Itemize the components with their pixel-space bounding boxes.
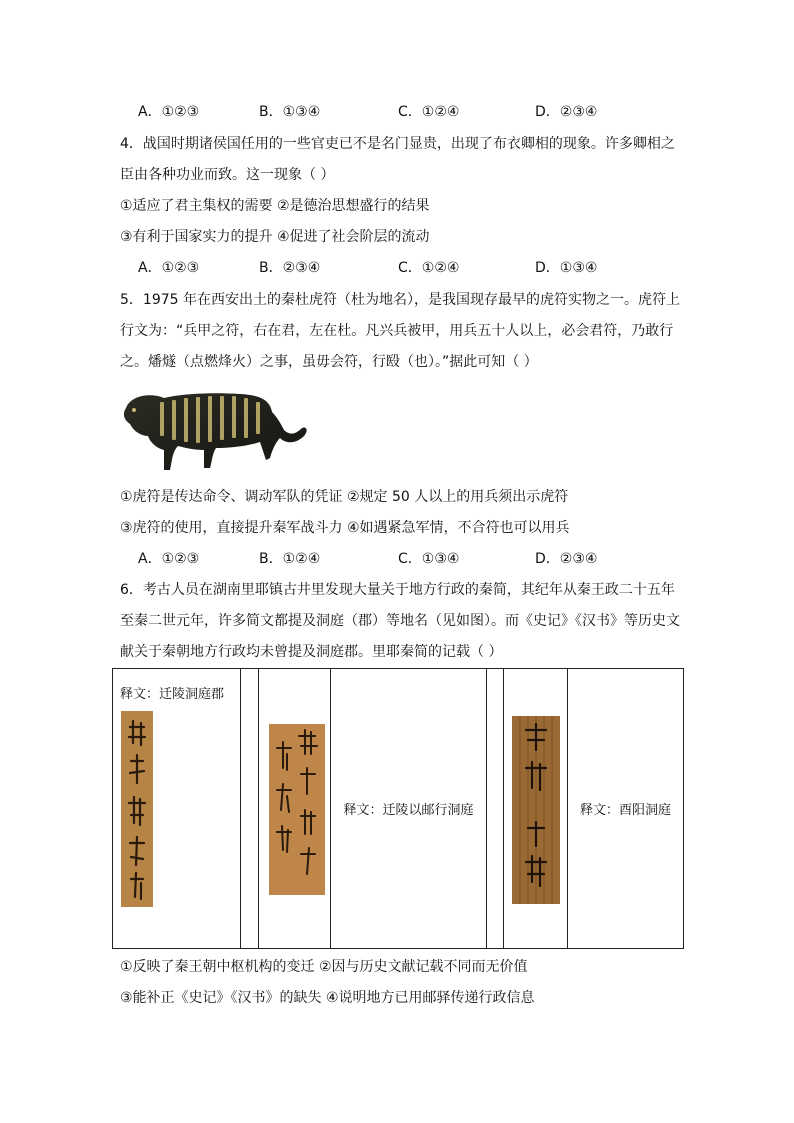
q4-option-c: C．①②④ — [398, 260, 460, 276]
bamboo-slip-image-2 — [269, 724, 325, 895]
q5-stem-line-1: 5．1975 年在西安出土的秦杜虎符（杜为地名），是我国现存最早的虎符实物之一。虎符上 — [120, 292, 680, 308]
q4-options — [138, 258, 698, 278]
q5-stem-line-3: 之。燔燧（点燃烽火）之事，虽毋会符，行殹（也）。”据此可知（ ） — [120, 354, 538, 370]
tiger-tally-image — [120, 380, 310, 476]
q5-option-c: C．①③④ — [398, 551, 460, 567]
q3-option-d: D．②③④ — [535, 104, 598, 120]
q5-option-a: A．①②③ — [138, 551, 200, 567]
q3-option-a: A．①②③ — [138, 104, 200, 120]
slip-cell-1 — [113, 669, 241, 949]
slip-cell-2 — [259, 669, 331, 949]
q4-statement-1: ①适应了君主集权的需要 ②是德治思想盛行的结果 — [120, 198, 430, 214]
q4-stem-line-1: 4．战国时期诸侯国任用的一些官吏已不是名门显贵，出现了布衣卿相的现象。许多卿相之 — [120, 136, 675, 152]
q5-stem-line-2: 行文为：“兵甲之符，右在君，左在杜。凡兴兵被甲，用兵五十人以上，必会君符，乃敢行 — [120, 323, 674, 339]
q4-option-a: A．①②③ — [138, 260, 200, 276]
q6-statement-1: ①反映了秦王朝中枢机构的变迁 ②因与历史文献记载不同而无价值 — [120, 959, 528, 975]
slip-caption-3: 释文：酉阳洞庭 — [579, 803, 671, 818]
qin-slips-table — [112, 668, 684, 949]
q3-option-c: C．①②④ — [398, 104, 460, 120]
q5-statement-1: ①虎符是传达命令、调动军队的凭证 ②规定 50 人以上的用兵须出示虎符 — [120, 489, 569, 505]
q3-options — [138, 102, 698, 122]
bamboo-slip-image-1 — [121, 711, 153, 907]
blank-cell-2 — [487, 669, 504, 949]
q6-stem-line-1: 6．考古人员在湖南里耶镇古井里发现大量关于地方行政的秦简，其纪年从秦王政二十五年 — [120, 582, 675, 598]
slip-caption-1: 释文：迁陵洞庭郡 — [120, 687, 225, 702]
q6-stem-line-3: 献关于秦朝地方行政均未曾提及洞庭郡。里耶秦简的记载（ ） — [120, 644, 503, 660]
q5-option-d: D．②③④ — [535, 551, 598, 567]
q4-option-b: B．②③④ — [259, 260, 321, 276]
q5-options — [138, 549, 698, 569]
slip-caption-cell-3 — [568, 669, 684, 949]
q6-stem-line-2: 至秦二世元年，许多简文都提及洞庭（郡）等地名（见如图）。而《史记》《汉书》等历史文 — [120, 613, 680, 629]
q3-option-b: B．①③④ — [259, 104, 321, 120]
q5-option-b: B．①②④ — [259, 551, 321, 567]
q4-statement-2: ③有利于国家实力的提升 ④促进了社会阶层的流动 — [120, 229, 430, 245]
slip-caption-2: 释文：迁陵以邮行洞庭 — [343, 803, 474, 818]
slip-cell-3 — [504, 669, 568, 949]
blank-cell-1 — [241, 669, 259, 949]
q6-statement-2: ③能补正《史记》《汉书》的缺失 ④说明地方已用邮驿传递行政信息 — [120, 990, 535, 1006]
q5-statement-2: ③虎符的使用，直接提升秦军战斗力 ④如遇紧急军情，不合符也可以用兵 — [120, 520, 570, 536]
q4-option-d: D．①③④ — [535, 260, 598, 276]
bamboo-slip-image-3 — [512, 716, 560, 904]
q4-stem-line-2: 臣由各种功业而致。这一现象（ ） — [120, 167, 335, 183]
slip-caption-cell-2 — [331, 669, 487, 949]
